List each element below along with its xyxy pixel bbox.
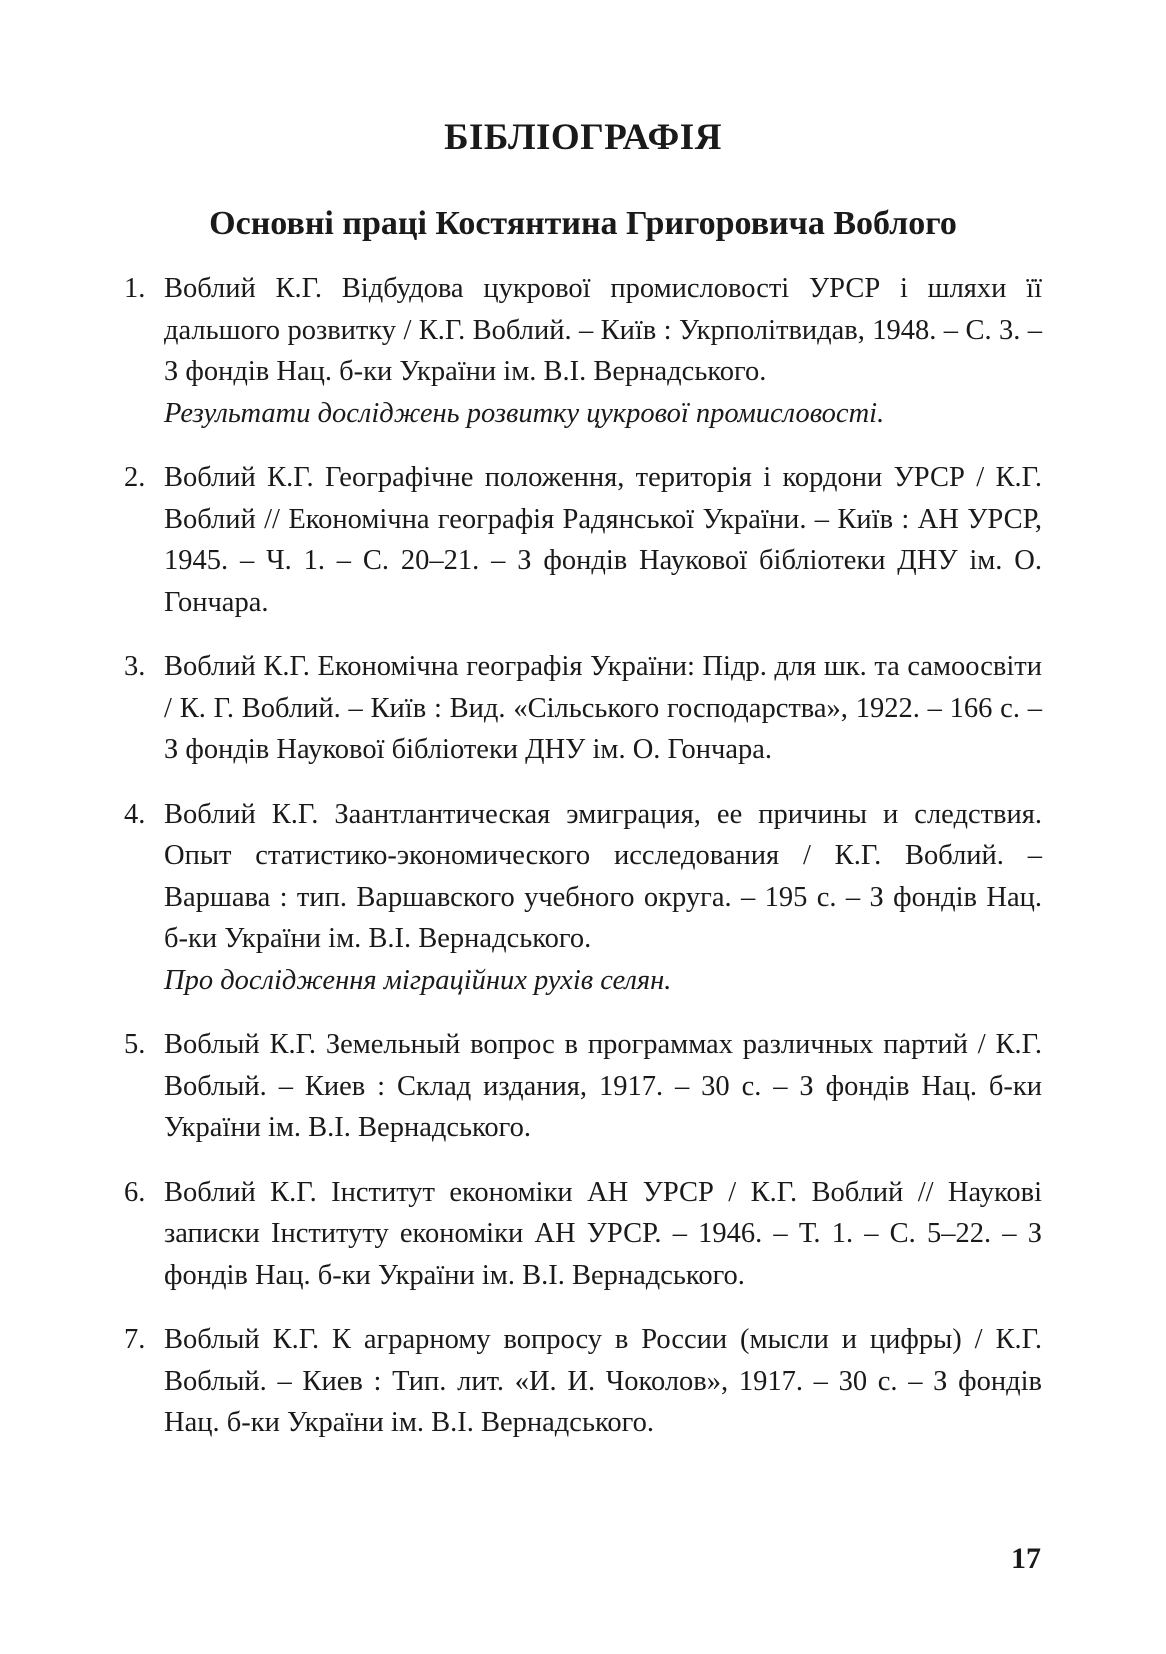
entry-citation: Воблый К.Г. К аграрному вопросу в России (мысли и цифры) / К.Г. Воблый. – Киев : Тип. лит. «И. И. Чоколов», 1917. – 30 с. – З фондів Нац. б-ки України ім. В.І. Вернадського. (164, 1324, 1042, 1438)
section-title: Основні праці Костянтина Григоровича Воблого (209, 205, 957, 242)
entry-number: 2. (124, 462, 146, 493)
bibliography-entry (124, 268, 1042, 434)
bibliography-list (124, 268, 1042, 1444)
entry-number: 4. (124, 798, 146, 830)
entry-citation: Воблий К.Г. Заантлантическая эмиграция, ее причины и следствия. Опыт статистико-экономического исследования / К.Г. Воблий. – Варшава : тип. Варшавского учебного округа. – 195 с. – З фондів Нац. б-ки України ім. В.І. Вернадського. (164, 798, 1042, 954)
bibliography-entry (124, 646, 1042, 771)
entry-citation: Воблый К.Г. Земельный вопрос в программах различных партий / К.Г. Воблый. – Киев : Склад издания, 1917. – 30 с. – З фондів Нац. б-ки України ім. В.І. Вернадського. (164, 1029, 1042, 1143)
entry-citation: Воблий К.Г. Інститут економіки АН УРСР / К.Г. Воблий // Наукові записки Інституту економіки АН УРСР. – 1946. – Т. 1. – С. 5–22. – З фондів Нац. б-ки України ім. В.І. Вернадського. (164, 1176, 1042, 1291)
bibliography-entry (124, 1024, 1042, 1149)
entry-annotation: Про дослідження міграційних рухів селян. (164, 964, 672, 996)
entry-number: 5. (124, 1029, 146, 1060)
entry-citation: Воблий К.Г. Економічна географія України: Підр. для шк. та самоосвіти / К. Г. Воблий. – Київ : Вид. «Сільського господарства», 1922. – 166 с. – З фондів Наукової бібліотеки ДНУ ім. О. Гончара. (164, 651, 1042, 765)
bibliography-entry (124, 1319, 1042, 1444)
page-title: БІБЛІОГРАФІЯ (444, 117, 722, 158)
entry-number: 6. (124, 1176, 146, 1208)
entry-number: 7. (124, 1324, 146, 1355)
entry-citation: Воблий К.Г. Відбудова цукрової промисловості УРСР і шляхи її дальшого розвитку / К.Г. Воблий. – Київ : Укрполітвидав, 1948. – С. 3. – З фондів Нац. б-ки України ім. В.І. Вернадського. (164, 273, 1042, 387)
entry-citation: Воблий К.Г. Географічне положення, територія і кордони УРСР / К.Г. Воблий // Економічна географія Радянської України. – Київ : АН УРСР, 1945. – Ч. 1. – С. 20–21. – З фондів Наукової бібліотеки ДНУ ім. О. Гончара. (164, 462, 1042, 618)
entry-number: 3. (124, 651, 146, 682)
bibliography-entry (124, 794, 1042, 1002)
entry-annotation: Результати досліджень розвитку цукрової промисловості. (164, 397, 885, 429)
bibliography-entry (124, 457, 1042, 623)
entry-number: 1. (124, 273, 146, 304)
page-number: 17 (1011, 1542, 1041, 1575)
bibliography-entry (124, 1172, 1042, 1297)
